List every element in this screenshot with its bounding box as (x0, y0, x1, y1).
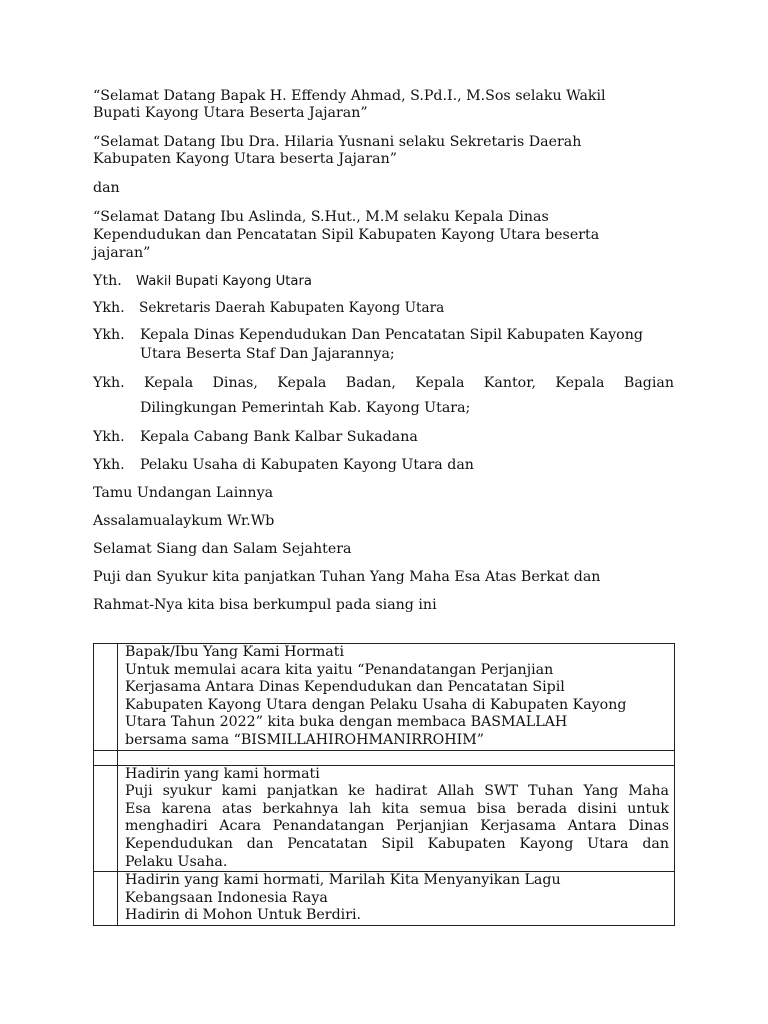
greeting-1-line-2: Bupati Kayong Utara Beserta Jajaran” (93, 105, 368, 121)
addressee-5-label: Ykh. (93, 429, 125, 445)
agenda-row-1-line: Kerjasama Antara Dinas Kependudukan dan Pencatatan Sipil (125, 679, 565, 696)
agenda-row-2-line: Hadirin yang kami hormati (125, 765, 320, 782)
greeting-3-line-1: “Selamat Datang Ibu Aslinda, S.Hut., M.M selaku Kepala Dinas (93, 209, 549, 225)
agenda-row-2-line: menghadiri Acara Penandatangan Perjanjian Kerjasama Antara Dinas (125, 818, 669, 835)
agenda-row-2-text-cell (118, 765, 675, 872)
greeting-1-line-1: “Selamat Datang Bapak H. Effendy Ahmad, S.Pd.I., M.Sos selaku Wakil (93, 88, 606, 104)
agenda-spacer-number-cell (94, 750, 118, 765)
agenda-row-2-line: Puji syukur kami panjatkan ke hadirat Allah SWT Tuhan Yang Maha (125, 783, 669, 800)
agenda-spacer-text-cell (118, 750, 675, 765)
addressee-4-label: Ykh. (93, 375, 125, 391)
addressee-4-line-2: Dilingkungan Pemerintah Kab. Kayong Utara; (140, 400, 471, 416)
addressee-5-text: Kepala Cabang Bank Kalbar Sukadana (140, 429, 418, 445)
agenda-row-3-line: Kebangsaan Indonesia Raya (125, 889, 328, 906)
greeting-3-line-3: jajaran” (93, 245, 151, 261)
agenda-row-1-line: Bapak/Ibu Yang Kami Hormati (125, 644, 344, 660)
greeting-3-line-2: Kependudukan dan Pencatatan Sipil Kabupaten Kayong Utara beserta (93, 227, 600, 243)
addressee-2-label: Ykh. (93, 300, 125, 316)
addressee-6-label: Ykh. (93, 457, 125, 473)
addressee-3-label: Ykh. (93, 327, 125, 343)
agenda-row-1-line: Kabupaten Kayong Utara dengan Pelaku Usaha di Kabupaten Kayong (125, 696, 627, 713)
agenda-row-1-text-cell (118, 644, 675, 751)
agenda-spacer-row (94, 750, 675, 765)
greeting-2-line-1: “Selamat Datang Ibu Dra. Hilaria Yusnani selaku Sekretaris Daerah (93, 134, 582, 150)
addressee-3-line-2: Utara Beserta Staf Dan Jajarannya; (140, 346, 395, 362)
addressee-4-line-1: Kepala Dinas, Kepala Badan, Kepala Kantor, Kepala Bagian (144, 375, 674, 391)
agenda-row-3-line: Hadirin yang kami hormati, Marilah Kita Menyanyikan Lagu (125, 872, 561, 889)
greeting-connector: dan (93, 180, 120, 196)
addressee-1-text: Wakil Bupati Kayong Utara (136, 274, 313, 289)
agenda-row-3-number-cell (94, 872, 118, 926)
agenda-row-2-number-cell (94, 765, 118, 872)
addressee-3-line-1: Kepala Dinas Kependudukan Dan Pencatatan Sipil Kabupaten Kayong (140, 327, 643, 343)
closing-line-4: Puji dan Syukur kita panjatkan Tuhan Yang Maha Esa Atas Berkat dan (93, 569, 601, 585)
agenda-row-1-line: bersama sama “BISMILLAHIROHMANIRROHIM” (125, 731, 485, 748)
closing-line-5: Rahmat-Nya kita bisa berkumpul pada siang ini (93, 597, 437, 613)
closing-line-1: Tamu Undangan Lainnya (93, 485, 274, 501)
agenda-row-3-text-cell (118, 872, 675, 926)
closing-line-3: Selamat Siang dan Salam Sejahtera (93, 541, 352, 557)
agenda-row (94, 765, 675, 872)
closing-line-2: Assalamualaykum Wr.Wb (93, 513, 275, 529)
greeting-2-line-2: Kabupaten Kayong Utara beserta Jajaran” (93, 151, 398, 167)
addressee-2-text: Sekretaris Daerah Kabupaten Kayong Utara (139, 300, 445, 316)
addressee-1-label: Yth. (93, 273, 122, 289)
agenda-row-1-line: Untuk memulai acara kita yaitu “Penandatangan Perjanjian (125, 661, 554, 678)
addressee-6-text: Pelaku Usaha di Kabupaten Kayong Utara dan (140, 457, 474, 473)
agenda-row (94, 644, 675, 751)
agenda-row (94, 872, 675, 926)
agenda-row-3-line: Hadirin di Mohon Untuk Berdiri. (125, 907, 362, 924)
agenda-row-2-line: Esa karena atas berkahnya lah kita semua bisa berada disini untuk (125, 800, 669, 817)
agenda-table (93, 643, 675, 926)
agenda-row-2-line: Pelaku Usaha. (125, 853, 228, 870)
agenda-row-2-line: Kependudukan dan Pencatatan Sipil Kabupaten Kayong Utara dan (125, 835, 669, 852)
agenda-row-1-number-cell (94, 644, 118, 751)
agenda-row-1-line: Utara Tahun 2022” kita buka dengan membaca BASMALLAH (125, 714, 568, 731)
